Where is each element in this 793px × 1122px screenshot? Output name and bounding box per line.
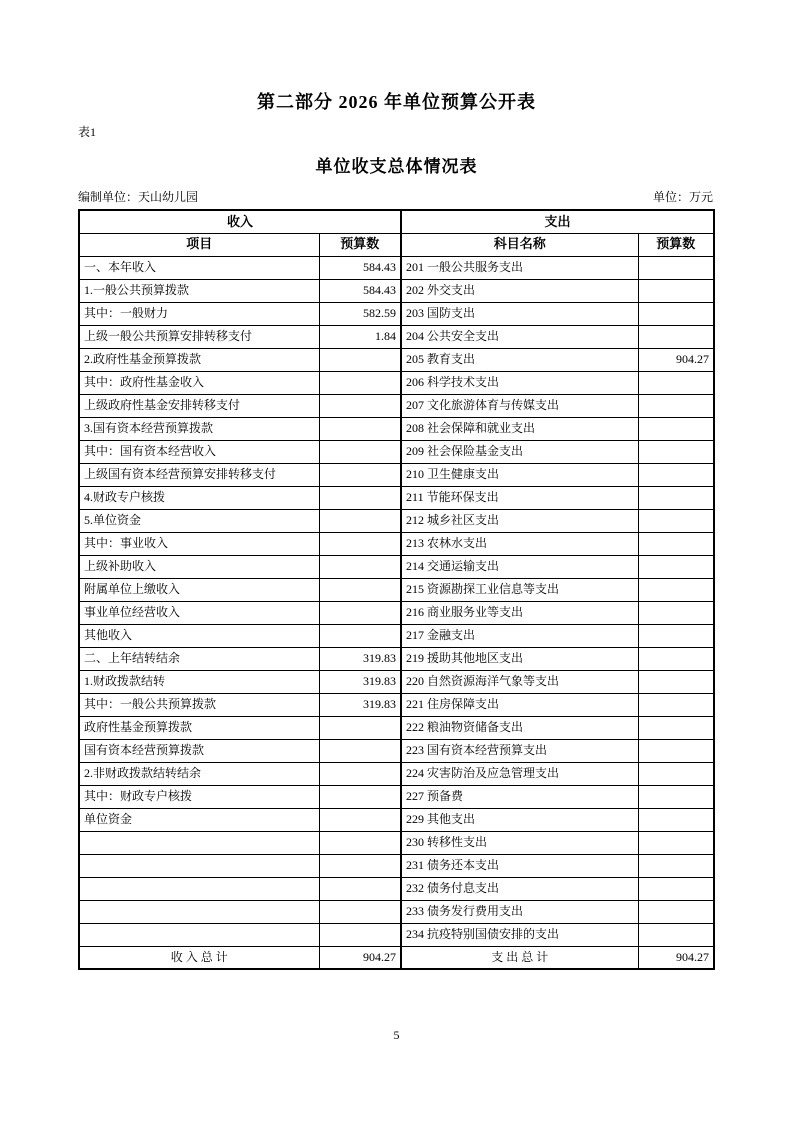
income-item-cell: 上级一般公共预算安排转移支付 [79,325,319,348]
income-budget-cell [319,509,401,532]
expense-budget-cell: 904.27 [638,348,714,371]
expense-budget-cell [638,900,714,923]
expense-budget-cell [638,831,714,854]
table-row [79,808,714,831]
income-budget-cell: 584.43 [319,256,401,279]
table-row [79,532,714,555]
column-header-row [79,233,714,256]
income-item-cell: 3.国有资本经营预算拨款 [79,417,319,440]
income-item-cell: 单位资金 [79,808,319,831]
expense-budget-cell [638,371,714,394]
income-budget-cell [319,785,401,808]
table-row [79,325,714,348]
income-item-cell [79,831,319,854]
income-item-header: 项目 [79,233,319,256]
income-item-cell [79,923,319,946]
expense-budget-cell [638,578,714,601]
income-item-cell: 上级国有资本经营预算安排转移支付 [79,463,319,486]
expense-item-cell: 215 资源勘探工业信息等支出 [401,578,638,601]
table-footer [79,946,714,969]
expense-item-cell: 230 转移性支出 [401,831,638,854]
income-item-cell: 其中：财政专户核拨 [79,785,319,808]
expense-budget-cell [638,647,714,670]
table-row [79,739,714,762]
income-item-cell: 政府性基金预算拨款 [79,716,319,739]
expense-budget-cell [638,555,714,578]
expense-budget-cell [638,693,714,716]
income-budget-cell: 319.83 [319,647,401,670]
income-item-cell: 上级政府性基金安排转移支付 [79,394,319,417]
expense-total-label: 支 出 总 计 [401,946,638,969]
income-total-value: 904.27 [319,946,401,969]
table-row [79,670,714,693]
page-number: 5 [393,1028,400,1042]
expense-budget-cell [638,302,714,325]
expense-budget-cell [638,785,714,808]
income-budget-cell [319,371,401,394]
expense-item-cell: 221 住房保障支出 [401,693,638,716]
income-budget-cell: 582.59 [319,302,401,325]
income-item-cell: 1.财政拨款结转 [79,670,319,693]
table-row [79,486,714,509]
expense-item-cell: 201 一般公共服务支出 [401,256,638,279]
expense-item-cell: 224 灾害防治及应急管理支出 [401,762,638,785]
income-budget-cell: 584.43 [319,279,401,302]
expense-item-cell: 211 节能环保支出 [401,486,638,509]
table-title: 单位收支总体情况表 [315,157,478,176]
expense-budget-cell [638,923,714,946]
table-row [79,693,714,716]
income-item-cell: 一、本年收入 [79,256,319,279]
table-row [79,348,714,371]
expense-item-cell: 234 抗疫特别国债安排的支出 [401,923,638,946]
expense-item-cell: 220 自然资源海洋气象等支出 [401,670,638,693]
income-item-cell: 其他收入 [79,624,319,647]
table-row [79,624,714,647]
expense-budget-cell [638,486,714,509]
income-item-cell [79,900,319,923]
expense-budget-cell [638,463,714,486]
income-budget-cell [319,877,401,900]
income-budget-cell: 319.83 [319,670,401,693]
table-row [79,394,714,417]
expense-item-cell: 205 教育支出 [401,348,638,371]
income-item-cell: 二、上年结转结余 [79,647,319,670]
income-budget-cell [319,762,401,785]
income-item-cell: 2.政府性基金预算拨款 [79,348,319,371]
prepared-by-label: 编制单位：天山幼儿园 [78,190,199,204]
income-budget-cell [319,923,401,946]
table-row [79,647,714,670]
income-budget-cell: 319.83 [319,693,401,716]
table-row [79,509,714,532]
income-item-cell: 附属单位上缴收入 [79,578,319,601]
income-item-cell [79,877,319,900]
expense-budget-cell [638,279,714,302]
expense-budget-cell [638,670,714,693]
income-total-label: 收 入 总 计 [79,946,319,969]
expense-item-cell: 207 文化旅游体育与传媒支出 [401,394,638,417]
income-budget-cell [319,624,401,647]
table-body [79,256,714,946]
table-row [79,256,714,279]
income-budget-cell [319,578,401,601]
group-header-row [79,210,714,233]
income-budget-cell [319,532,401,555]
budget-table [78,209,715,970]
expense-item-cell: 209 社会保险基金支出 [401,440,638,463]
expense-item-cell: 227 预备费 [401,785,638,808]
expense-item-cell: 210 卫生健康支出 [401,463,638,486]
income-budget-cell [319,394,401,417]
income-item-cell: 4.财政专户核拨 [79,486,319,509]
income-budget-cell [319,463,401,486]
expense-item-cell: 233 债务发行费用支出 [401,900,638,923]
expense-budget-cell [638,716,714,739]
income-item-cell [79,854,319,877]
table-row [79,578,714,601]
income-item-cell: 事业单位经营收入 [79,601,319,624]
income-budget-cell [319,348,401,371]
expense-budget-cell [638,624,714,647]
table-row [79,923,714,946]
income-budget-cell [319,440,401,463]
expense-budget-cell [638,877,714,900]
expense-group-header: 支出 [401,210,714,233]
income-budget-header: 预算数 [319,233,401,256]
expense-budget-cell [638,854,714,877]
income-budget-cell [319,486,401,509]
expense-item-cell: 219 援助其他地区支出 [401,647,638,670]
table-row [79,762,714,785]
income-item-cell: 2.非财政拨款结转结余 [79,762,319,785]
expense-budget-cell [638,325,714,348]
total-row [79,946,714,969]
income-item-cell: 上级补助收入 [79,555,319,578]
income-budget-cell [319,808,401,831]
income-item-cell: 其中：一般财力 [79,302,319,325]
income-budget-cell [319,831,401,854]
unit-label: 单位：万元 [652,190,713,204]
expense-budget-cell [638,762,714,785]
income-budget-cell [319,555,401,578]
income-item-cell: 其中：事业收入 [79,532,319,555]
table-row [79,440,714,463]
table-row [79,279,714,302]
table-row [79,785,714,808]
expense-item-cell: 217 金融支出 [401,624,638,647]
expense-budget-cell [638,739,714,762]
income-budget-cell [319,601,401,624]
income-budget-cell: 1.84 [319,325,401,348]
expense-item-cell: 231 债务还本支出 [401,854,638,877]
expense-item-cell: 212 城乡社区支出 [401,509,638,532]
expense-item-cell: 232 债务付息支出 [401,877,638,900]
meta-row [78,188,713,205]
expense-budget-header: 预算数 [638,233,714,256]
expense-item-cell: 206 科学技术支出 [401,371,638,394]
expense-budget-cell [638,808,714,831]
income-group-header: 收入 [79,210,401,233]
table-row [79,854,714,877]
income-item-cell: 其中：国有资本经营收入 [79,440,319,463]
income-item-cell: 国有资本经营预算拨款 [79,739,319,762]
expense-item-cell: 208 社会保障和就业支出 [401,417,638,440]
expense-budget-cell [638,417,714,440]
income-budget-cell [319,716,401,739]
table-row [79,831,714,854]
expense-item-cell: 204 公共安全支出 [401,325,638,348]
table-row [79,900,714,923]
table-row [79,463,714,486]
income-item-cell: 5.单位资金 [79,509,319,532]
table-row [79,555,714,578]
expense-item-cell: 223 国有资本经营预算支出 [401,739,638,762]
income-item-cell: 1.一般公共预算拨款 [79,279,319,302]
expense-budget-cell [638,256,714,279]
table-row [79,716,714,739]
income-budget-cell [319,900,401,923]
income-item-cell: 其中：一般公共预算拨款 [79,693,319,716]
expense-item-cell: 202 外交支出 [401,279,638,302]
expense-budget-cell [638,440,714,463]
table-row [79,302,714,325]
table-row [79,417,714,440]
income-budget-cell [319,854,401,877]
table-row [79,601,714,624]
table-row [79,371,714,394]
income-budget-cell [319,739,401,762]
part-title: 第二部分 2026 年单位预算公开表 [257,92,536,112]
expense-budget-cell [638,509,714,532]
income-budget-cell [319,417,401,440]
expense-item-cell: 214 交通运输支出 [401,555,638,578]
expense-budget-cell [638,532,714,555]
expense-item-cell: 213 农林水支出 [401,532,638,555]
expense-item-header: 科目名称 [401,233,638,256]
table-label: 表1 [78,125,97,139]
expense-item-cell: 222 粮油物资储备支出 [401,716,638,739]
expense-item-cell: 229 其他支出 [401,808,638,831]
income-item-cell: 其中：政府性基金收入 [79,371,319,394]
table-row [79,877,714,900]
expense-budget-cell [638,394,714,417]
expense-budget-cell [638,601,714,624]
expense-total-value: 904.27 [638,946,714,969]
expense-item-cell: 203 国防支出 [401,302,638,325]
table-header [79,210,714,256]
expense-item-cell: 216 商业服务业等支出 [401,601,638,624]
